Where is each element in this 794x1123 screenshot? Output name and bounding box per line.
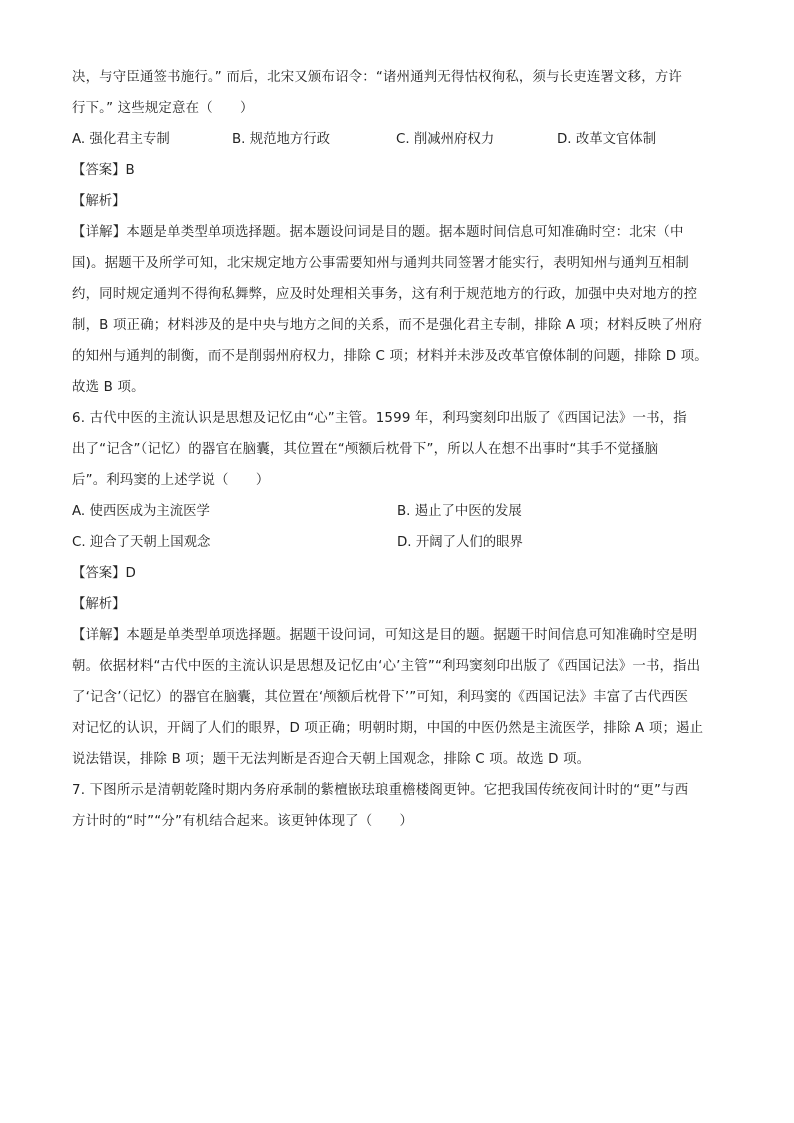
detail-line: 国)。据题干及所学可知，北宋规定地方公事需要知州与通判共同签署才能实行，表明知州与通判互相制 (72, 256, 689, 271)
question-stem-line: 7. 下图所示是清朝乾隆时期内务府承制的紫檀嵌珐琅重檐楼阁更钟。它把我国传统夜间计时的“更”与西 (72, 783, 689, 798)
detail-line: 【详解】本题是单类型单项选择题。据本题设问词是目的题。据本题时间信息可知准确时空：北宋（中 (72, 225, 684, 240)
question-5 (72, 62, 722, 403)
analysis-label: 【解析】 (72, 194, 126, 209)
document-page (72, 62, 722, 837)
option-a: A. 使西医成为主流医学 (72, 504, 210, 519)
detail-line: 制，B 项正确；材料涉及的是中央与地方之间的关系，而不是强化君主专制，排除 A 项；材料反映了州府 (72, 318, 703, 333)
option-d: D. 开阔了人们的眼界 (397, 535, 523, 550)
question-6 (72, 403, 722, 775)
answer-label: 【答案】B (72, 163, 135, 178)
option-b: B. 遏止了中医的发展 (397, 504, 522, 519)
answer-options-row-1 (72, 496, 722, 527)
answer-options-row-2 (72, 527, 722, 558)
option-d: D. 改革文官体制 (557, 132, 657, 147)
option-b: B. 规范地方行政 (232, 132, 331, 147)
answer-label: 【答案】D (72, 566, 136, 581)
question-stem-line: 出了“记含”（记忆）的器官在脑囊，其位置在“颅额后枕骨下”，所以人在想不出事时“其手不觉搔脑 (72, 442, 659, 457)
question-7 (72, 775, 722, 837)
detail-line: 说法错误，排除 B 项；题干无法判断是否迎合天朝上国观念，排除 C 项。故选 D 项。 (72, 752, 591, 767)
detail-line: 故选 B 项。 (72, 380, 145, 395)
option-c: C. 迎合了天朝上国观念 (72, 535, 211, 550)
question-stem-line: 后”。利玛窦的上述学说（ ） (72, 473, 270, 488)
question-stem-line: 6. 古代中医的主流认识是思想及记忆由“心”主管。1599 年，利玛窦刻印出版了《西国记法》一书，指 (72, 411, 687, 426)
detail-line: 朝。依据材料“古代中医的主流认识是思想及记忆由‘心’主管”“利玛窦刻印出版了《西国记法》一书，指出 (72, 659, 701, 674)
detail-line: 了‘记含’（记忆）的器官在脑囊，其位置在‘颅额后枕骨下’”可知，利玛窦的《西国记法》丰富了古代西医 (72, 690, 689, 705)
question-stem-line: 方计时的“时”“分”有机结合起来。该更钟体现了（ ） (72, 814, 414, 829)
option-a: A. 强化君主专制 (72, 132, 170, 147)
question-stem-line: 决，与守臣通签书施行。” 而后，北宋又颁布诏令：“诸州通判无得怙权徇私，须与长吏连署文移，方许 (72, 70, 683, 85)
question-stem-line: 行下。” 这些规定意在（ ） (72, 101, 254, 116)
detail-line: 约，同时规定通判不得徇私舞弊，应及时处理相关事务，这有利于规范地方的行政，加强中央对地方的控 (72, 287, 698, 302)
option-c: C. 削减州府权力 (396, 132, 495, 147)
analysis-label: 【解析】 (72, 597, 126, 612)
detail-line: 对记忆的认识，开阔了人们的眼界，D 项正确；明朝时期，中国的中医仍然是主流医学，排除 A 项；遏止 (72, 721, 704, 736)
detail-line: 的知州与通判的制衡，而不是削弱州府权力，排除 C 项；材料并未涉及改革官僚体制的问题，排除 D 项。 (72, 349, 708, 364)
detail-line: 【详解】本题是单类型单项选择题。据题干设问词，可知这是目的题。据题干时间信息可知准确时空是明 (72, 628, 698, 643)
answer-options (72, 124, 722, 155)
